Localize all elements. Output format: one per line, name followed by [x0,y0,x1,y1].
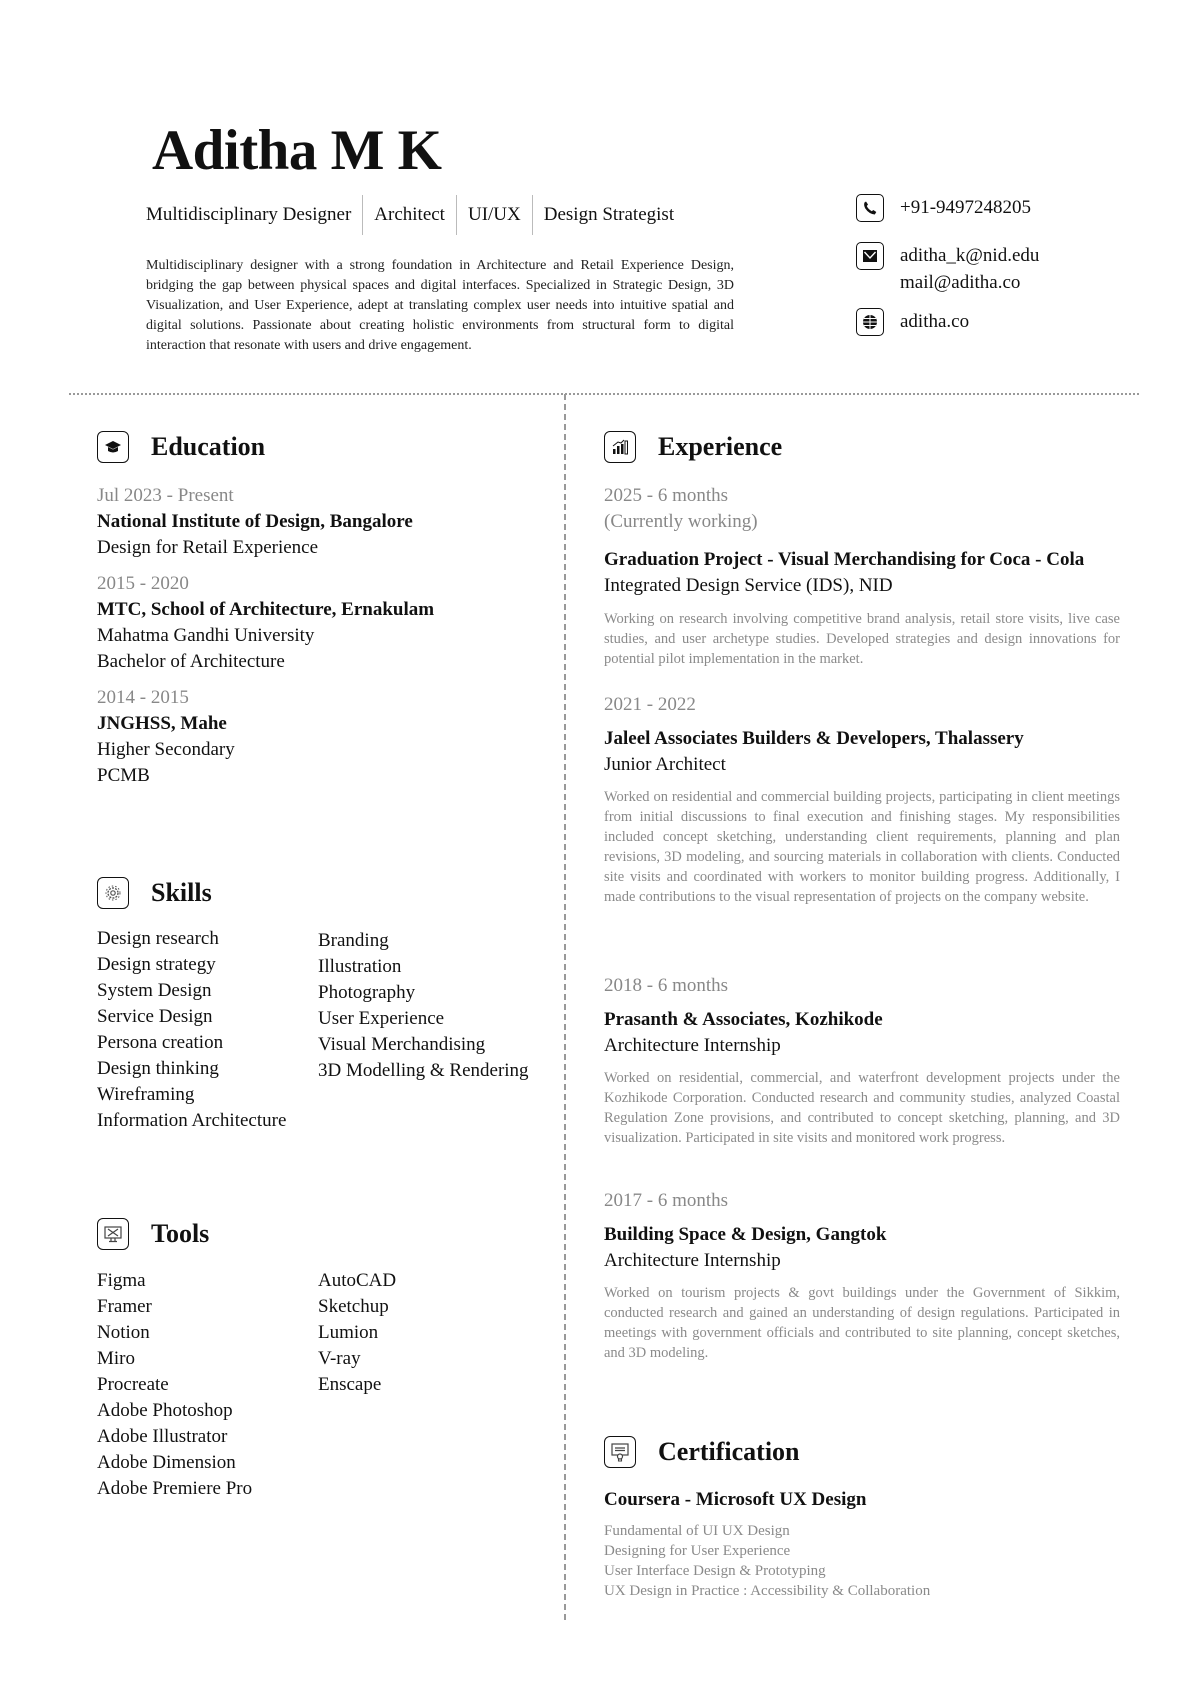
website-link[interactable]: aditha.co [900,311,970,332]
certification-module: User Interface Design & Prototyping [604,1563,826,1579]
skill-item: Information Architecture [97,1110,287,1131]
role: Multidisciplinary Designer [146,204,352,225]
tool-item: Sketchup [318,1296,389,1317]
experience-description: Worked on tourism projects & govt buildings under the Government of Sikkim, conducted research and gained an understanding of design regulations. Participated in meetings with government officials and contributed to site planning, concept sketches, and 3D modeling. [604,1285,1120,1361]
skill-item: User Experience [318,1008,445,1029]
skill-item: Branding [318,930,389,951]
column-divider [564,394,566,1620]
phone-number[interactable]: +91-9497248205 [900,197,1032,218]
tools-column-2 [318,1268,396,1398]
tool-item: Enscape [318,1374,382,1395]
education-item [97,483,537,561]
education-detail: Design for Retail Experience [97,537,319,558]
gear-icon [97,877,129,909]
tool-item: Notion [97,1322,150,1343]
education-detail: Higher Secondary [97,739,235,760]
education-date: Jul 2023 - Present [97,485,234,506]
tool-item: Adobe Dimension [97,1452,236,1473]
experience-item [604,1188,1120,1363]
tools-title: Tools [151,1219,210,1248]
experience-heading [604,431,782,463]
education-item [97,571,537,675]
skill-item: Design strategy [97,954,216,975]
experience-item [604,483,1120,669]
experience-role: Junior Architect [604,754,726,775]
skills-column-1 [97,926,286,1134]
header-divider [69,393,1139,395]
education-date: 2014 - 2015 [97,687,189,708]
experience-role: Architecture Internship [604,1035,781,1056]
graduation-cap-icon [97,431,129,463]
education-item [97,685,537,789]
skill-item: 3D Modelling & Rendering [318,1060,529,1081]
certification-module: Designing for User Experience [604,1543,791,1559]
bar-chart-icon [604,431,636,463]
tool-item: V-ray [318,1348,361,1369]
contact-email [856,242,1039,296]
skill-item: Illustration [318,956,402,977]
divider [532,195,533,235]
experience-date: 2021 - 2022 [604,694,696,715]
experience-title: Jaleel Associates Builders & Developers, Thalassery [604,728,1024,749]
experience-date: 2018 - 6 months [604,975,729,996]
experience-item [604,692,1120,907]
education-detail: Mahatma Gandhi University [97,625,315,646]
certification-module: UX Design in Practice : Accessibility & Collaboration [604,1583,931,1599]
skill-item: Persona creation [97,1032,224,1053]
skill-item: Design thinking [97,1058,219,1079]
experience-description: Worked on residential and commercial building projects, participating in client meetings from initial discussions to final execution and finishing stages. My responsibilities included concept sketching, understanding client requirements, planning and plan revisions, 3D modeling, and sourcing materials in collaboration with clients. Conducted site visits and coordinated with workers to monitor building progress. Additionally, I made contributions to the visual representation of projects on the company website. [604,789,1120,905]
certification-module: Fundamental of UI UX Design [604,1523,790,1539]
skills-title: Skills [151,878,212,907]
experience-title: Graduation Project - Visual Merchandising for Coca - Cola [604,549,1085,570]
experience-note: (Currently working) [604,511,758,532]
contact-website [856,308,969,336]
mail-icon [856,242,884,270]
experience-title: Prasanth & Associates, Kozhikode [604,1009,883,1030]
experience-title: Building Space & Design, Gangtok [604,1224,887,1245]
skill-item: Visual Merchandising [318,1034,486,1055]
certification-title: Certification [658,1437,800,1466]
tool-item: Framer [97,1296,152,1317]
tools-column-1 [97,1268,252,1502]
tool-item: Miro [97,1348,135,1369]
contact-phone [856,194,1031,222]
phone-icon [856,194,884,222]
candidate-name: Aditha M K [152,119,442,182]
certificate-icon [604,1436,636,1468]
divider [362,195,363,235]
tool-item: Lumion [318,1322,379,1343]
role: Architect [374,204,445,225]
certification-modules [604,1521,930,1601]
education-detail: Bachelor of Architecture [97,651,285,672]
role-tagline [146,195,674,235]
education-detail: PCMB [97,765,150,786]
education-school: National Institute of Design, Bangalore [97,511,413,532]
globe-icon [856,308,884,336]
skills-column-2 [318,928,529,1084]
experience-date: 2017 - 6 months [604,1190,729,1211]
skill-item: Service Design [97,1006,213,1027]
experience-item [604,973,1120,1148]
email-link[interactable]: mail@aditha.co [900,272,1021,293]
tool-item: Procreate [97,1374,169,1395]
education-list [97,483,537,799]
experience-title: Experience [658,432,783,461]
email-link[interactable]: aditha_k@nid.edu [900,245,1040,266]
experience-description: Worked on residential, commercial, and waterfront development projects under the Kozhikode Corporation. Conducted research and community studies, analyzed Coastal Regulation Zone provisions, and contributed to concept sketching, planning, and 3D visualization. Participated in site visits and monitored work progress. [604,1070,1120,1146]
profile-summary: Multidisciplinary designer with a strong foundation in Architecture and Retail Experience Design, bridging the gap between physical spaces and digital interfaces. Specialized in Strategic Design, 3D Visualization, and User Experience, adept at translating complex user needs into intuitive spatial and digital solutions. Passionate about creating holistic environments from structural form to digital interaction that resonate with users and drive engagement. [146,258,734,353]
education-heading [97,431,265,463]
certification-course: Coursera - Microsoft UX Design [604,1489,867,1510]
experience-date: 2025 - 6 months [604,485,729,506]
skill-item: Design research [97,928,219,949]
role: Design Strategist [543,204,675,225]
education-school: JNGHSS, Mahe [97,713,227,734]
divider [456,195,457,235]
certification-heading [604,1436,800,1468]
tool-item: AutoCAD [318,1270,397,1291]
tool-item: Adobe Premiere Pro [97,1478,253,1499]
skill-item: System Design [97,980,212,1001]
tools-heading [97,1218,209,1250]
tool-item: Adobe Photoshop [97,1400,233,1421]
education-title: Education [151,432,266,461]
education-date: 2015 - 2020 [97,573,189,594]
role: UI/UX [467,204,521,225]
monitor-tools-icon [97,1218,129,1250]
tool-item: Figma [97,1270,146,1291]
experience-description: Working on research involving competitive brand analysis, retail store visits, live case studies, and user archetype studies. Developed strategies and design innovations for potential pilot implementation in the market. [604,611,1120,667]
skill-item: Wireframing [97,1084,195,1105]
education-school: MTC, School of Architecture, Ernakulam [97,599,435,620]
skill-item: Photography [318,982,416,1003]
experience-role: Architecture Internship [604,1250,781,1271]
skills-heading [97,877,212,909]
tool-item: Adobe Illustrator [97,1426,228,1447]
experience-role: Integrated Design Service (IDS), NID [604,575,893,596]
